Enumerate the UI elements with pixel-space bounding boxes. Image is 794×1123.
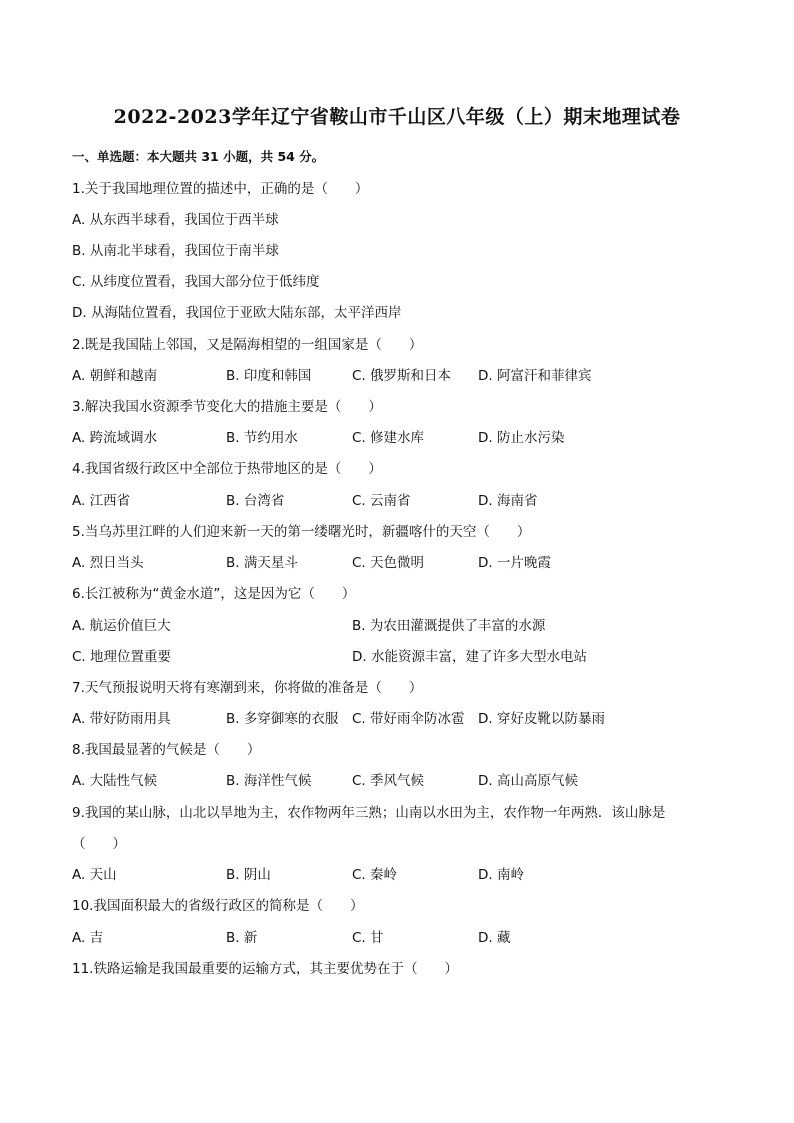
question-1-option-b: B. 从南北半球看，我国位于南半球 — [72, 243, 279, 259]
question-8-option-b: B. 海洋性气候 — [226, 773, 312, 789]
question-4-options — [72, 489, 732, 509]
question-9-options — [72, 863, 732, 883]
question-7-option-a: A. 带好防雨用具 — [72, 711, 171, 727]
question-5-stem: 5.当乌苏里江畔的人们迎来新一天的第一缕曙光时，新疆喀什的天空（ ） — [72, 524, 531, 540]
question-7-option-d: D. 穿好皮靴以防暴雨 — [478, 711, 605, 727]
question-10-option-d: D. 藏 — [478, 930, 511, 946]
question-9-stem-continuation: （ ） — [72, 836, 126, 852]
question-2-option-c: C. 俄罗斯和日本 — [352, 368, 452, 384]
question-2-option-b: B. 印度和韩国 — [226, 368, 312, 384]
question-6-options-row2 — [72, 645, 732, 665]
question-4-option-a: A. 江西省 — [72, 493, 131, 509]
question-7-option-c: C. 带好雨伞防冰雹 — [352, 711, 465, 727]
question-7-options — [72, 707, 732, 727]
question-4-option-d: D. 海南省 — [478, 493, 538, 509]
question-2-option-d: D. 阿富汗和菲律宾 — [478, 368, 592, 384]
question-10-option-c: C. 甘 — [352, 930, 384, 946]
question-5-option-b: B. 满天星斗 — [226, 555, 298, 571]
question-4-option-b: B. 台湾省 — [226, 493, 285, 509]
question-7-option-b: B. 多穿御寒的衣服 — [226, 711, 339, 727]
question-6-options-row1 — [72, 614, 732, 634]
section-heading: 一、单选题：本大题共 31 小题，共 54 分。 — [72, 149, 325, 164]
question-11-stem: 11.铁路运输是我国最重要的运输方式，其主要优势在于（ ） — [72, 961, 458, 977]
question-6-option-a: A. 航运价值巨大 — [72, 618, 171, 634]
question-2-option-a: A. 朝鲜和越南 — [72, 368, 158, 384]
question-6-option-c: C. 地理位置重要 — [72, 649, 172, 665]
question-5-option-c: C. 天色微明 — [352, 555, 425, 571]
question-8-option-c: C. 季风气候 — [352, 773, 425, 789]
question-7-stem: 7.天气预报说明天将有寒潮到来，你将做的准备是（ ） — [72, 680, 423, 696]
question-9-option-c: C. 秦岭 — [352, 867, 398, 883]
question-1-option-a: A. 从东西半球看，我国位于西半球 — [72, 212, 279, 228]
question-10-options — [72, 926, 732, 946]
question-1-option-c: C. 从纬度位置看，我国大部分位于低纬度 — [72, 274, 320, 290]
question-10-option-b: B. 新 — [226, 930, 258, 946]
question-3-stem: 3.解决我国水资源季节变化大的措施主要是（ ） — [72, 399, 382, 415]
question-1-stem: 1.关于我国地理位置的描述中，正确的是（ ） — [72, 181, 369, 197]
question-9-stem: 9.我国的某山脉，山北以旱地为主，农作物两年三熟；山南以水田为主，农作物一年两熟．该山脉是 — [72, 805, 666, 821]
question-3-option-a: A. 跨流域调水 — [72, 430, 158, 446]
question-8-option-a: A. 大陆性气候 — [72, 773, 158, 789]
question-9-option-a: A. 天山 — [72, 867, 117, 883]
question-5-options — [72, 551, 732, 571]
question-8-option-d: D. 高山高原气候 — [478, 773, 578, 789]
question-3-option-d: D. 防止水污染 — [478, 430, 565, 446]
question-9-option-b: B. 阴山 — [226, 867, 271, 883]
question-10-stem: 10.我国面积最大的省级行政区的简称是（ ） — [72, 898, 364, 914]
question-6-option-b: B. 为农田灌溉提供了丰富的水源 — [352, 618, 546, 634]
question-5-option-a: A. 烈日当头 — [72, 555, 144, 571]
question-2-stem: 2.既是我国陆上邻国，又是隔海相望的一组国家是（ ） — [72, 337, 423, 353]
question-6-stem: 6.长江被称为“黄金水道”，这是因为它（ ） — [72, 586, 356, 602]
question-5-option-d: D. 一片晚霞 — [478, 555, 551, 571]
question-9-option-d: D. 南岭 — [478, 867, 524, 883]
question-3-option-c: C. 修建水库 — [352, 430, 425, 446]
question-2-options — [72, 364, 732, 384]
question-8-stem: 8.我国最显著的气候是（ ） — [72, 742, 261, 758]
question-1-option-d: D. 从海陆位置看，我国位于亚欧大陆东部，太平洋西岸 — [72, 305, 402, 321]
exam-title: 2022-2023学年辽宁省鞍山市千山区八年级（上）期末地理试卷 — [113, 106, 681, 128]
question-4-stem: 4.我国省级行政区中全部位于热带地区的是（ ） — [72, 461, 382, 477]
question-10-option-a: A. 吉 — [72, 930, 104, 946]
question-3-option-b: B. 节约用水 — [226, 430, 298, 446]
question-4-option-c: C. 云南省 — [352, 493, 411, 509]
question-6-option-d: D. 水能资源丰富，建了许多大型水电站 — [352, 649, 587, 665]
question-8-options — [72, 769, 732, 789]
question-3-options — [72, 426, 732, 446]
